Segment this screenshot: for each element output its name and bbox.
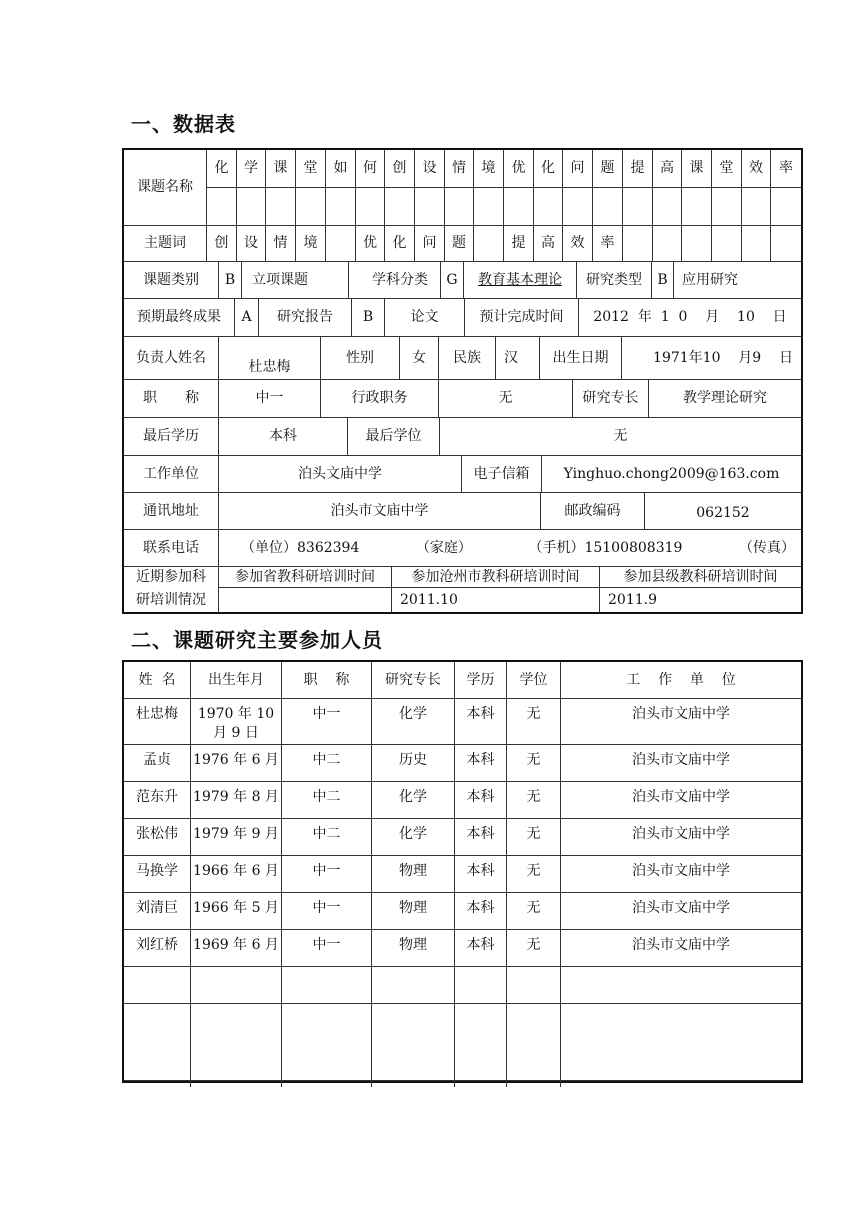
discipline-label: 学科分类: [349, 262, 441, 299]
category-label: 课题类别: [124, 262, 219, 299]
table-cell: 中二: [282, 745, 372, 782]
table-cell: [282, 1081, 372, 1087]
table-cell: 物理: [372, 893, 455, 930]
keyword-char: 问: [415, 226, 445, 262]
topic-name-char: 学: [237, 150, 266, 188]
postcode-label: 邮政编码: [541, 493, 645, 530]
training-county-label: 参加县级教科研培训时间: [600, 567, 801, 588]
work-unit-value: 泊头文庙中学: [219, 456, 462, 493]
ethnicity-label: 民族: [439, 337, 496, 380]
topic-name-char: 课: [682, 150, 712, 188]
topic-name-blank: [653, 188, 682, 226]
table-cell: 本科: [455, 856, 507, 893]
keyword-char: 设: [237, 226, 266, 262]
specialty-label: 研究专长: [573, 380, 649, 418]
header-cell: 研究专长: [372, 662, 455, 699]
header-cell: 出生年月: [191, 662, 282, 699]
degree-value: 无: [440, 418, 801, 456]
header-cell: 工 作 单 位: [561, 662, 801, 699]
table-cell: 本科: [455, 782, 507, 819]
table-cell: 1979 年 8 月: [191, 782, 282, 819]
category-value: 立项课题: [242, 262, 349, 299]
table-cell: [124, 967, 191, 1004]
keyword-char: 效: [563, 226, 593, 262]
topic-name-blank: [474, 188, 504, 226]
training-prov-label: 参加省教科研培训时间: [219, 567, 392, 588]
education-value: 本科: [219, 418, 348, 456]
keyword-char: 化: [385, 226, 415, 262]
completion-label: 预计完成时间: [465, 299, 579, 337]
table-cell: 刘红桥: [124, 930, 191, 967]
topic-name-blank: [296, 188, 326, 226]
table-cell: [507, 1004, 561, 1081]
section-2-heading: 二、课题研究主要参加人员: [131, 628, 383, 652]
table-cell: 本科: [455, 745, 507, 782]
topic-name-blank: [742, 188, 771, 226]
table-cell: [561, 1004, 801, 1081]
degree-label: 最后学位: [348, 418, 440, 456]
header-cell: 学位: [507, 662, 561, 699]
training-city-value: 2011.10: [392, 588, 600, 612]
table-cell: 无: [507, 893, 561, 930]
table-cell: 中一: [282, 893, 372, 930]
topic-name-blank: [266, 188, 296, 226]
training-city-label: 参加沧州市教科研培训时间: [392, 567, 600, 588]
table-cell: 化学: [372, 819, 455, 856]
table-cell: 物理: [372, 930, 455, 967]
topic-name-char: 如: [326, 150, 356, 188]
table-cell: 泊头市文庙中学: [561, 745, 801, 782]
table-cell: 中一: [282, 930, 372, 967]
phone-mobile-text: （手机）15100808319: [528, 539, 683, 556]
table-cell: 化学: [372, 782, 455, 819]
topic-name-char: 设: [415, 150, 445, 188]
phone-row: [219, 530, 801, 567]
research-type-label: 研究类型: [577, 262, 652, 299]
table-cell: [561, 1081, 801, 1087]
keyword-char: [623, 226, 653, 262]
keyword-char: 提: [504, 226, 534, 262]
table-cell: 本科: [455, 930, 507, 967]
underlined-text: 教育基本理论: [478, 271, 562, 288]
topic-name-blank: [356, 188, 385, 226]
postcode-value: 062152: [645, 493, 801, 530]
keyword-char: 优: [356, 226, 385, 262]
research-type-code: B: [652, 262, 674, 299]
topic-name-char: 情: [445, 150, 474, 188]
topic-name-char: 优: [504, 150, 534, 188]
table-cell: 范东升: [124, 782, 191, 819]
topic-name-blank: [237, 188, 266, 226]
topic-name-blank: [504, 188, 534, 226]
table-cell: 1979 年 9 月: [191, 819, 282, 856]
discipline-code: G: [441, 262, 464, 299]
table-cell: 历史: [372, 745, 455, 782]
phone-work-text: （单位）8362394: [241, 539, 360, 556]
birth-label: 出生日期: [540, 337, 622, 380]
phone-home-text: （家庭）: [415, 539, 472, 556]
keyword-char: 率: [593, 226, 623, 262]
topic-name-char: 堂: [712, 150, 742, 188]
section-1-heading: 一、数据表: [131, 112, 236, 136]
category-code: B: [219, 262, 242, 299]
email-value: Yinghuo.chong2009@163.com: [542, 456, 801, 493]
table-cell: [455, 967, 507, 1004]
header-cell: 姓 名: [124, 662, 191, 699]
topic-name-blank: [326, 188, 356, 226]
discipline-value: [464, 262, 577, 299]
table-cell: 无: [507, 699, 561, 745]
outcome-label: 预期最终成果: [124, 299, 235, 337]
table-cell: 物理: [372, 856, 455, 893]
table-cell: [455, 1004, 507, 1081]
table-cell: 孟贞: [124, 745, 191, 782]
table-cell: 1969 年 6 月: [191, 930, 282, 967]
address-label: 通讯地址: [124, 493, 219, 530]
table-cell: 化学: [372, 699, 455, 745]
topic-name-blank: [712, 188, 742, 226]
topic-name-blank: [623, 188, 653, 226]
table-cell: [282, 1004, 372, 1081]
phone-fax-text: （传真）: [738, 539, 795, 556]
admin-value: 无: [439, 380, 573, 418]
keyword-char: [742, 226, 771, 262]
table-cell: 无: [507, 745, 561, 782]
keyword-char: [771, 226, 801, 262]
keyword-char: 创: [207, 226, 237, 262]
participants-table: [122, 660, 803, 1083]
training-label-1: 近期参加科: [124, 567, 219, 588]
table-cell: 中一: [282, 856, 372, 893]
phone-label: 联系电话: [124, 530, 219, 567]
topic-name-blank: [593, 188, 623, 226]
topic-name-blank: [682, 188, 712, 226]
topic-name-char: 率: [771, 150, 801, 188]
topic-name-blank: [207, 188, 237, 226]
table-cell: 无: [507, 819, 561, 856]
topic-name-blank: [445, 188, 474, 226]
table-cell: 中一: [282, 699, 372, 745]
table-cell: [561, 967, 801, 1004]
table-cell: 无: [507, 782, 561, 819]
title-value: 中一: [219, 380, 321, 418]
outcome-value-1: 研究报告: [259, 299, 352, 337]
leader-name: 杜忠梅: [219, 337, 321, 380]
table-cell: 无: [507, 930, 561, 967]
work-unit-label: 工作单位: [124, 456, 219, 493]
topic-name-char: 化: [534, 150, 563, 188]
table-cell: 马换学: [124, 856, 191, 893]
keyword-char: 情: [266, 226, 296, 262]
table-cell: 1966 年 5 月: [191, 893, 282, 930]
education-label: 最后学历: [124, 418, 219, 456]
keyword-char: [712, 226, 742, 262]
topic-name-char: 高: [653, 150, 682, 188]
keyword-char: [326, 226, 356, 262]
table-cell: 本科: [455, 893, 507, 930]
table-cell: 无: [507, 856, 561, 893]
keyword-char: [682, 226, 712, 262]
outcome-code-2: B: [352, 299, 385, 337]
table-cell: 泊头市文庙中学: [561, 819, 801, 856]
table-cell: 刘清巨: [124, 893, 191, 930]
table-cell: 张松伟: [124, 819, 191, 856]
table-cell: 泊头市文庙中学: [561, 856, 801, 893]
leader-label: 负责人姓名: [124, 337, 219, 380]
topic-name-char: 提: [623, 150, 653, 188]
table-cell: 1976 年 6 月: [191, 745, 282, 782]
header-cell: 职 称: [282, 662, 372, 699]
topic-name-char: 堂: [296, 150, 326, 188]
table-cell: [455, 1081, 507, 1087]
topic-name-blank: [563, 188, 593, 226]
table-cell: [124, 1081, 191, 1087]
table-cell: 本科: [455, 819, 507, 856]
table-cell: 泊头市文庙中学: [561, 893, 801, 930]
specialty-value: 教学理论研究: [649, 380, 801, 418]
table-cell: 中二: [282, 819, 372, 856]
topic-name-char: 何: [356, 150, 385, 188]
topic-name-blank: [771, 188, 801, 226]
address-value: 泊头市文庙中学: [219, 493, 541, 530]
email-label: 电子信箱: [462, 456, 542, 493]
keyword-char: [653, 226, 682, 262]
topic-name-char: 题: [593, 150, 623, 188]
table-cell: 泊头市文庙中学: [561, 699, 801, 745]
topic-name-char: 境: [474, 150, 504, 188]
table-cell: [282, 967, 372, 1004]
keywords-label: 主题词: [124, 226, 207, 262]
table-cell: 1970 年 10 月 9 日: [191, 699, 282, 745]
outcome-value-2: 论文: [385, 299, 465, 337]
keyword-char: 境: [296, 226, 326, 262]
data-table: [122, 148, 803, 614]
table-cell: [372, 1004, 455, 1081]
research-type-value: 应用研究: [674, 262, 801, 299]
completion-value: 2012 年 1 0 月 10 日: [579, 299, 801, 337]
topic-name-blank: [534, 188, 563, 226]
keyword-char: 题: [445, 226, 474, 262]
table-cell: [372, 967, 455, 1004]
topic-name-label: 课题名称: [124, 150, 207, 226]
table-cell: 1966 年 6 月: [191, 856, 282, 893]
topic-name-char: 效: [742, 150, 771, 188]
topic-name-blank: [385, 188, 415, 226]
topic-name-char: 问: [563, 150, 593, 188]
admin-label: 行政职务: [321, 380, 439, 418]
topic-name-char: 课: [266, 150, 296, 188]
outcome-code-1: A: [235, 299, 259, 337]
topic-name-char: 创: [385, 150, 415, 188]
title-label: 职 称: [124, 380, 219, 418]
table-cell: 泊头市文庙中学: [561, 782, 801, 819]
table-cell: [191, 1004, 282, 1081]
table-cell: [372, 1081, 455, 1087]
birth-value: 1971年10 月9 日: [622, 337, 801, 380]
table-cell: [507, 967, 561, 1004]
gender-value: 女: [400, 337, 439, 380]
training-prov-value: [219, 588, 392, 612]
table-cell: [191, 967, 282, 1004]
training-county-value: 2011.9: [608, 591, 657, 608]
topic-name-blank: [415, 188, 445, 226]
table-cell: [191, 1081, 282, 1087]
training-label-2: 研培训情况: [124, 588, 219, 612]
table-cell: 杜忠梅: [124, 699, 191, 745]
table-cell: 泊头市文庙中学: [561, 930, 801, 967]
keyword-char: [474, 226, 504, 262]
gender-label: 性别: [321, 337, 400, 380]
table-cell: 本科: [455, 699, 507, 745]
table-cell: [507, 1081, 561, 1087]
topic-name-char: 化: [207, 150, 237, 188]
table-cell: [124, 1004, 191, 1081]
keyword-char: 高: [534, 226, 563, 262]
header-cell: 学历: [455, 662, 507, 699]
ethnicity-value: 汉: [496, 337, 540, 380]
table-cell: 中二: [282, 782, 372, 819]
